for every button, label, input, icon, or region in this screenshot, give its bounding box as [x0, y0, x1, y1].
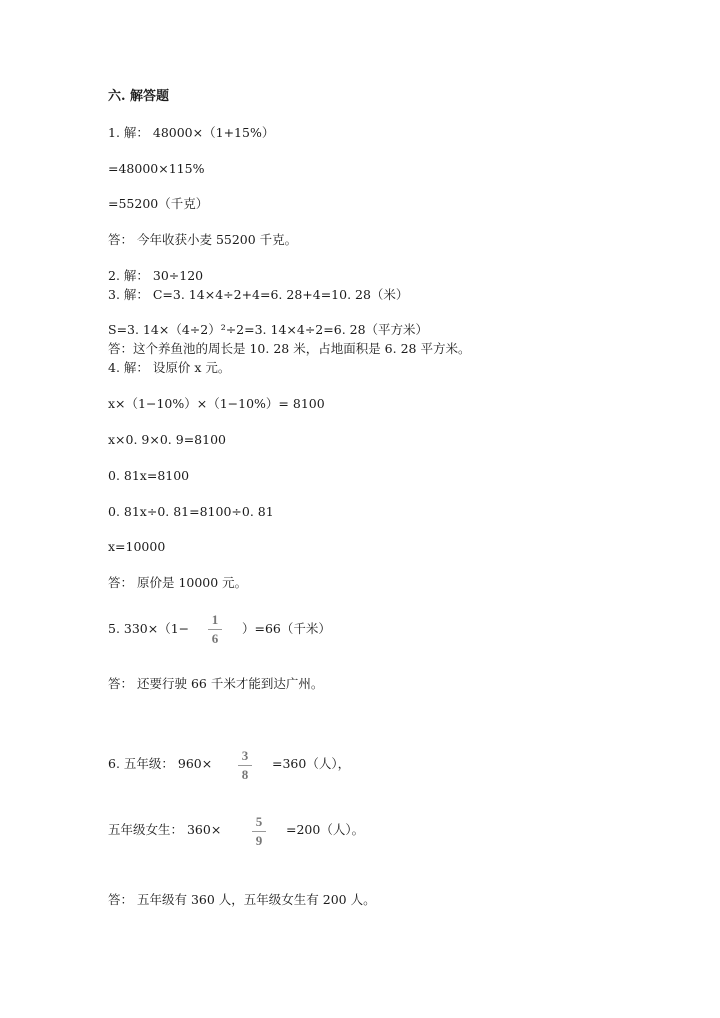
- q1-answer: 答： 今年收获小麦 55200 千克。: [108, 232, 298, 247]
- q5-fraction-bar: [208, 629, 222, 630]
- q5-suffix: ）=66（千米）: [242, 621, 331, 636]
- q6-line2-suffix: =200（人）。: [286, 822, 365, 837]
- q6-fraction-numerator: 3: [241, 748, 249, 763]
- q4-answer: 答： 原价是 10000 元。: [108, 575, 248, 590]
- q5-fraction-denominator: 6: [211, 631, 219, 646]
- q6-fraction-denominator: 8: [241, 767, 249, 782]
- q5-fraction: [205, 613, 225, 646]
- q6-line2-fraction-denominator: 9: [255, 833, 263, 848]
- q4-line1: 4. 解： 设原价 x 元。: [108, 360, 231, 375]
- q3-answer: 答：这个养鱼池的周长是 10. 28 米，占地面积是 6. 28 平方米。: [108, 341, 471, 356]
- q5-answer: 答： 还要行驶 66 千米才能到达广州。: [108, 676, 324, 691]
- q6-suffix: =360（人），: [272, 756, 351, 771]
- q1-line2: =48000×115%: [108, 161, 205, 176]
- q6-line2-fraction: [249, 815, 269, 848]
- q2-line1: 2. 解： 30÷120: [108, 268, 204, 283]
- q5-prefix: 5. 330×（1−: [108, 621, 190, 636]
- q5-fraction-numerator: 1: [211, 612, 219, 627]
- q1-line1: 1. 解： 48000×（1+15%）: [108, 125, 275, 140]
- q3-line2: S=3. 14×（4÷2）²÷2=3. 14×4÷2=6. 28（平方米）: [108, 322, 429, 337]
- q6-fraction-bar: [238, 765, 252, 766]
- q4-line5: 0. 81x÷0. 81=8100÷0. 81: [108, 504, 274, 519]
- q4-line4: 0. 81x=8100: [108, 468, 190, 483]
- q6-fraction: [235, 749, 255, 782]
- q4-line3: x×0. 9×0. 9=8100: [108, 432, 226, 447]
- q4-line6: x=10000: [108, 539, 166, 554]
- q6-line2-fraction-numerator: 5: [255, 814, 263, 829]
- section-title: 六. 解答题: [108, 89, 170, 104]
- q6-answer: 答： 五年级有 360 人，五年级女生有 200 人。: [108, 892, 376, 907]
- q1-line3: =55200（千克）: [108, 196, 209, 211]
- q3-line1: 3. 解： C=3. 14×4÷2+4=6. 28+4=10. 28（米）: [108, 287, 409, 302]
- q6-prefix: 6. 五年级： 960×: [108, 756, 213, 771]
- q6-line2-prefix: 五年级女生： 360×: [108, 822, 222, 837]
- q6-line2-fraction-bar: [252, 831, 266, 832]
- q4-line2: x×（1−10%）×（1−10%）= 8100: [108, 396, 325, 411]
